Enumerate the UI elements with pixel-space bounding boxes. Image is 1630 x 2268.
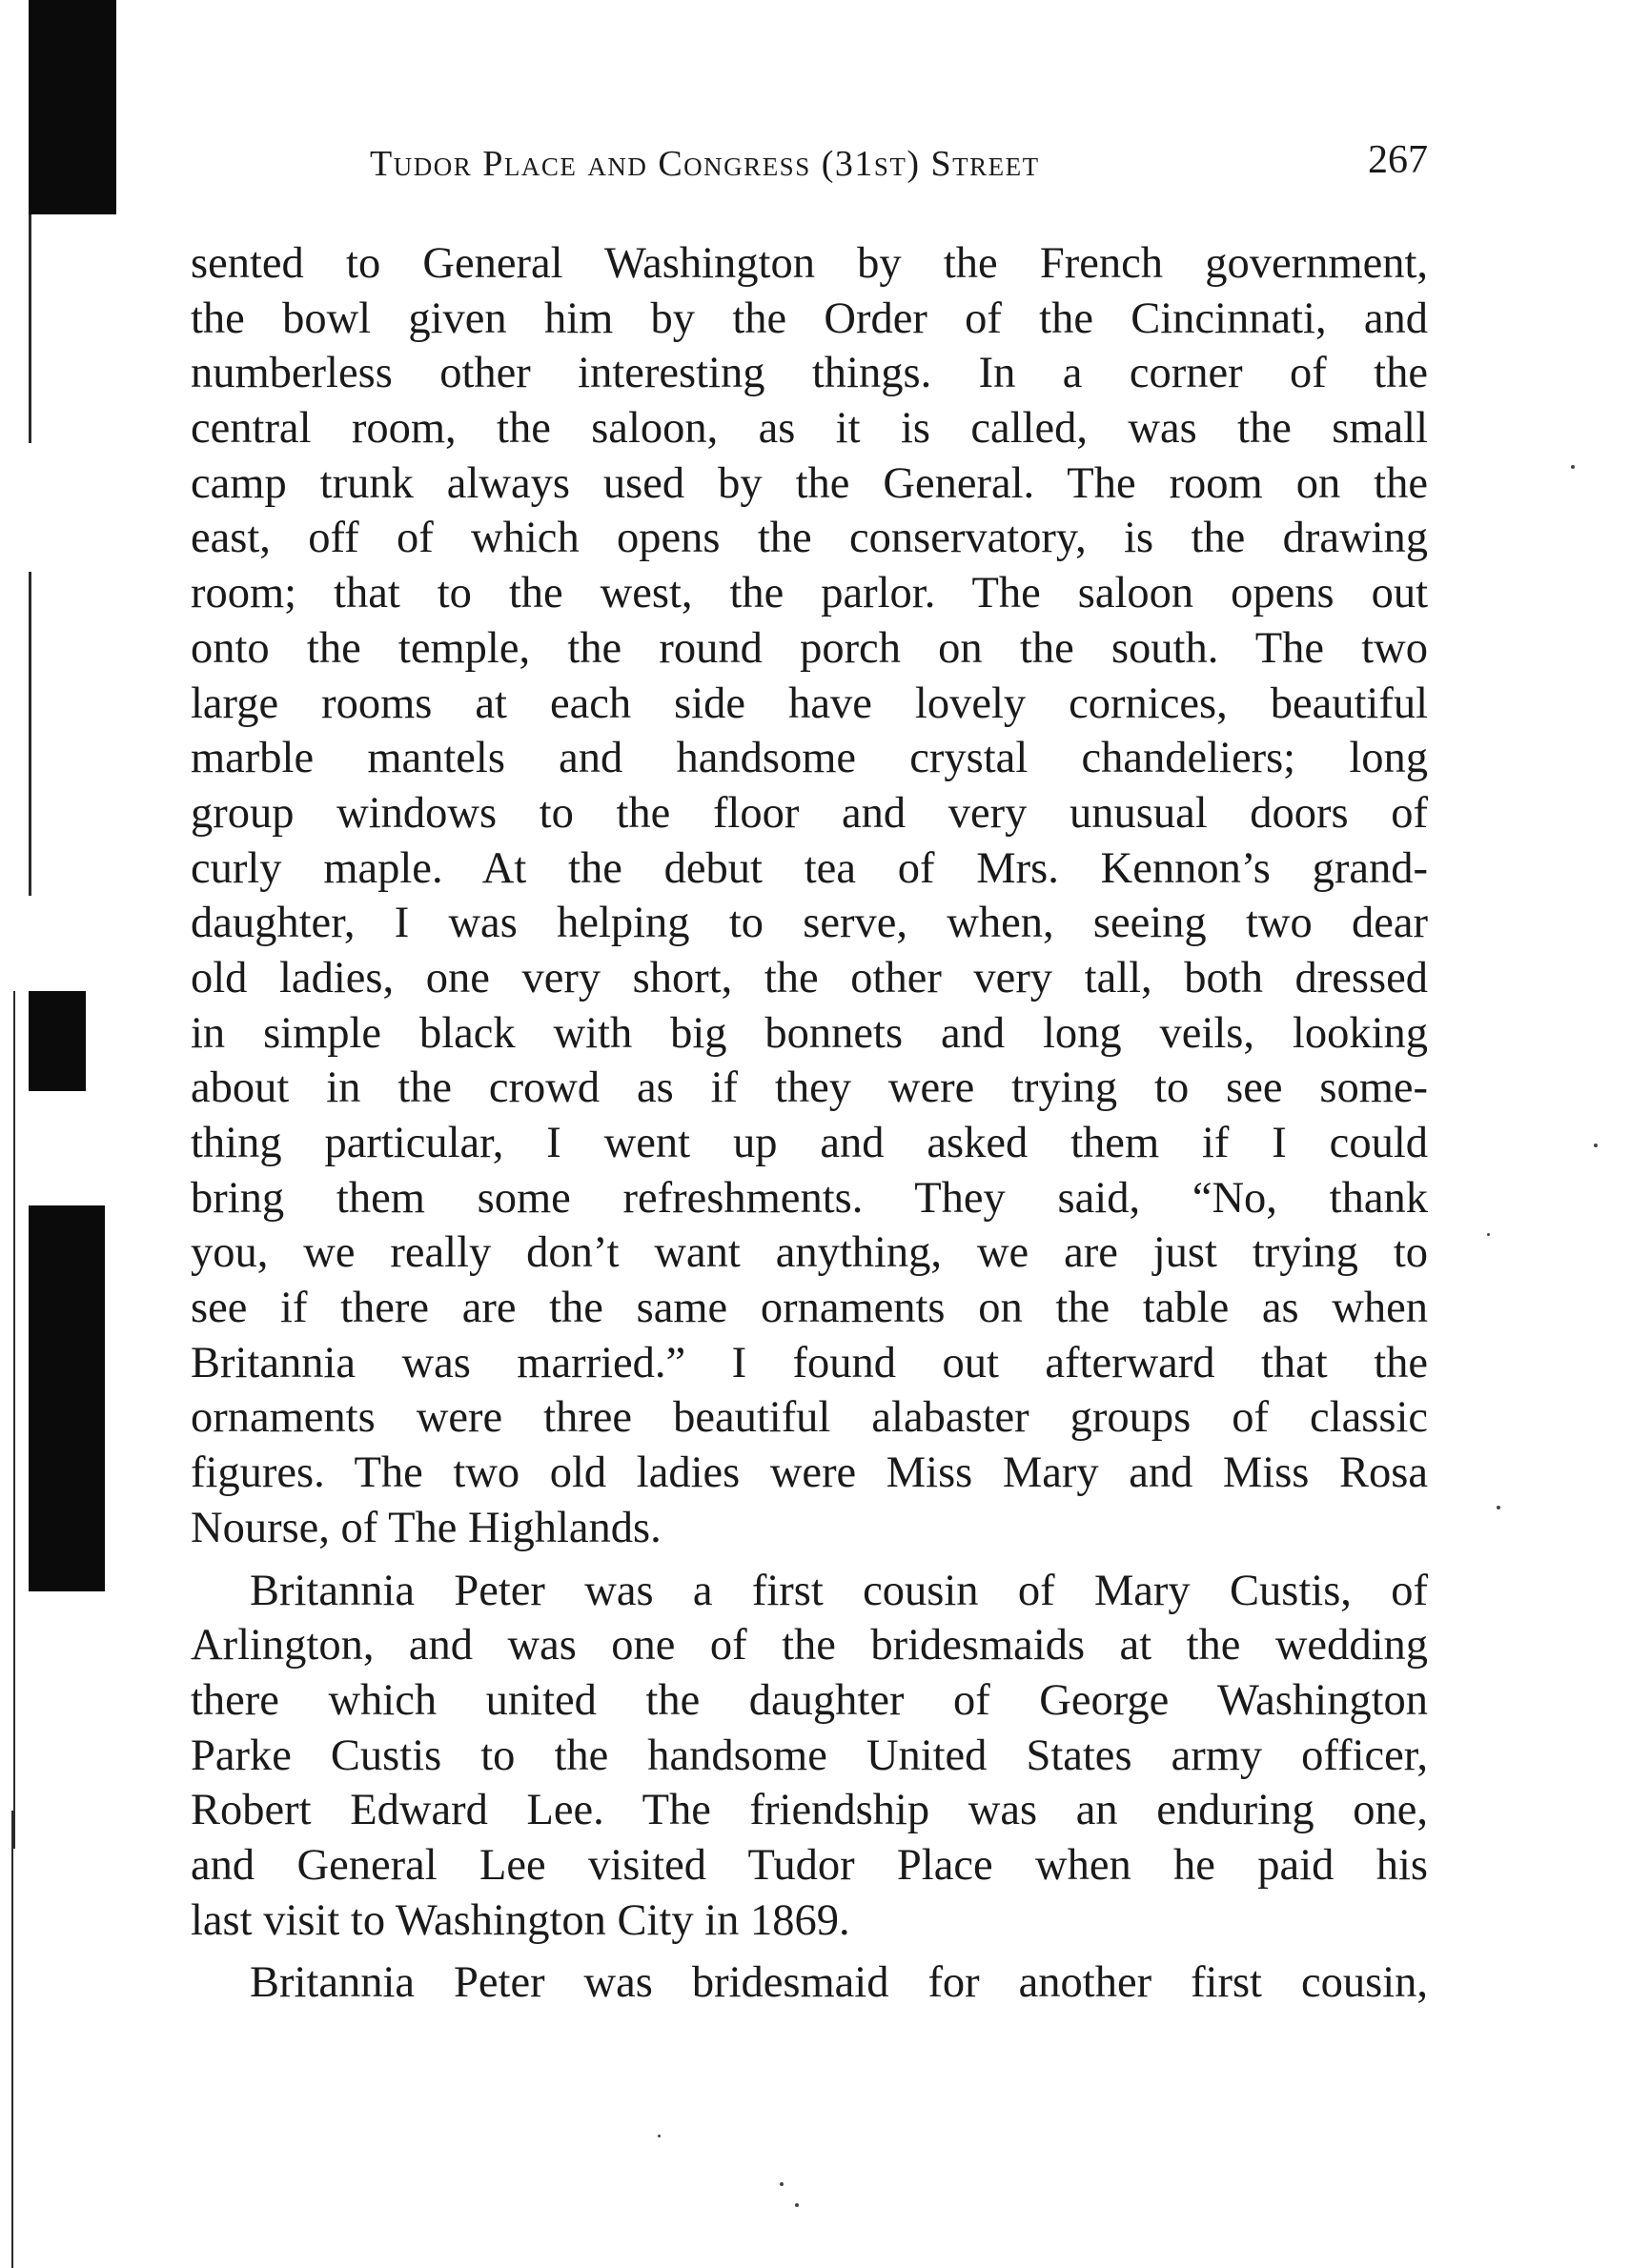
scan-artifact-lower-bar	[29, 1205, 105, 1591]
text-line: bring them some refreshments. They said, “No, thank	[191, 1173, 1428, 1223]
text-line: you, we really don’t want anything, we are just trying to	[191, 1228, 1428, 1278]
text-line: sented to General Washington by the French government,	[191, 239, 1428, 288]
text-line: Robert Edward Lee. The friendship was an enduring one,	[191, 1786, 1428, 1835]
text-line: camp trunk always used by the General. The room on the	[191, 458, 1428, 508]
text-line: east, off of which opens the conservatory, is the drawing	[191, 514, 1428, 563]
text-line: group windows to the floor and very unusual doors of	[191, 788, 1428, 838]
text-line: curly maple. At the debut tea of Mrs. Kennon’s grand-	[191, 843, 1428, 893]
text-line: Britannia was married.” I found out afterward that the	[191, 1338, 1428, 1387]
text-line: figures. The two old ladies were Miss Mary and Miss Rosa	[191, 1448, 1428, 1498]
page-number: 267	[1368, 138, 1428, 182]
paragraph-gap	[191, 1556, 1428, 1564]
scan-artifact-mid-bar	[29, 991, 86, 1091]
paragraph	[191, 1564, 1428, 1949]
scan-artifact-line	[11, 1811, 13, 2268]
text-line: there which united the daughter of George Washington	[191, 1675, 1428, 1725]
text-line: last visit to Washington City in 1869.	[191, 1895, 850, 1945]
paragraph	[191, 236, 1428, 1556]
scan-speck	[1571, 465, 1575, 469]
paragraph-gap	[191, 1948, 1428, 1955]
scan-speck	[780, 2182, 784, 2186]
text-line: daughter, I was helping to serve, when, seeing two dear	[191, 899, 1428, 948]
running-head-title: Tudor Place and Congress (31st) Street	[370, 144, 1040, 184]
scan-artifact-line	[13, 991, 15, 1849]
scan-speck	[1594, 1144, 1598, 1147]
text-line: onto the temple, the round porch on the south. The two	[191, 623, 1428, 673]
scan-artifact-top-bar	[29, 0, 116, 214]
scan-artifact-line	[29, 572, 31, 896]
text-line: Nourse, of The Highlands.	[191, 1503, 662, 1552]
text-line: numberless other interesting things. In a corner of the	[191, 349, 1428, 398]
text-line: large rooms at each side have lovely cornices, beautiful	[191, 678, 1428, 728]
text-line: old ladies, one very short, the other very tall, both dressed	[191, 953, 1428, 1002]
text-line: the bowl given him by the Order of the Cincinnati, and	[191, 294, 1428, 343]
scan-artifact-line	[29, 214, 31, 443]
text-line: about in the crowd as if they were trying to see some-	[191, 1063, 1428, 1113]
text-line: marble mantels and handsome crystal chandeliers; long	[191, 734, 1428, 783]
text-line: central room, the saloon, as it is called, was the small	[191, 404, 1428, 454]
text-line: Britannia Peter was a first cousin of Mary Custis, of	[250, 1566, 1428, 1615]
text-line: room; that to the west, the parlor. The saloon opens out	[191, 569, 1428, 618]
text-line: thing particular, I went up and asked them if I could	[191, 1119, 1428, 1167]
body-text	[191, 236, 1428, 2011]
text-line: in simple black with big bonnets and long veils, looking	[191, 1008, 1428, 1058]
text-line: see if there are the same ornaments on the table as when	[191, 1284, 1428, 1333]
text-line: Britannia Peter was bridesmaid for another first cousin,	[250, 1958, 1428, 2008]
scan-speck	[1487, 1233, 1490, 1236]
text-line: Arlington, and was one of the bridesmaids at the wedding	[191, 1621, 1428, 1671]
scan-speck	[1497, 1506, 1500, 1509]
running-head	[370, 138, 1428, 200]
paragraph	[191, 1955, 1428, 2011]
scan-speck	[795, 2203, 799, 2207]
text-line: ornaments were three beautiful alabaster groups of classic	[191, 1393, 1428, 1443]
text-line: and General Lee visited Tudor Place when he paid his	[191, 1840, 1428, 1890]
text-line: Parke Custis to the handsome United States army officer,	[191, 1731, 1428, 1780]
scan-speck	[658, 2135, 661, 2137]
